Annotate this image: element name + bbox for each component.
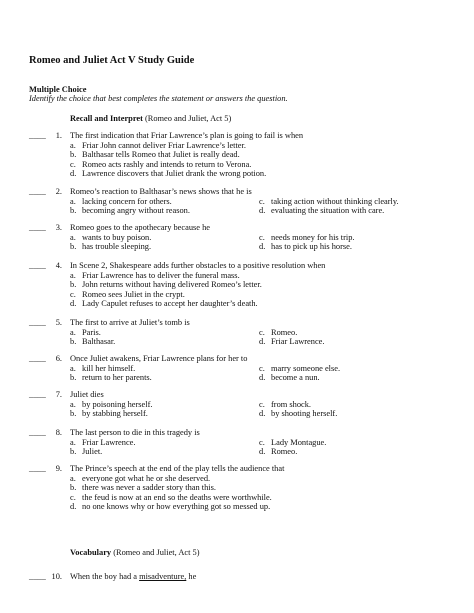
option-letter: a.: [70, 473, 76, 483]
answer-blank[interactable]: ____: [29, 318, 46, 327]
option-text[interactable]: Balthasar.: [82, 337, 116, 346]
answer-blank[interactable]: ____: [29, 261, 46, 270]
option-text[interactable]: Lady Capulet refuses to accept her daughter’s death.: [82, 299, 258, 308]
option-text[interactable]: the feud is now at an end so the deaths were worthwhile.: [82, 492, 272, 502]
answer-blank[interactable]: ____: [29, 428, 46, 437]
option-letter: b.: [70, 447, 77, 456]
option-letter: a.: [70, 399, 76, 409]
option-letter: a.: [70, 437, 76, 447]
section-vocabulary-heading: [70, 548, 200, 558]
option-letter: d.: [259, 409, 266, 418]
option-letter: b.: [70, 373, 77, 382]
option-letter: a.: [70, 140, 76, 150]
answer-blank[interactable]: ____: [29, 223, 46, 232]
question-stem: The first indication that Friar Lawrence’s plan is going to fail is when: [70, 131, 304, 140]
question-stem: [70, 572, 196, 582]
option-text[interactable]: has to pick up his horse.: [271, 242, 352, 251]
option-text[interactable]: Friar Lawrence has to deliver the funeral mass.: [82, 270, 240, 280]
question-number: 1.: [55, 131, 62, 140]
question-number: 7.: [55, 390, 62, 399]
option-letter: d.: [259, 373, 266, 382]
option-text[interactable]: by poisoning herself.: [82, 399, 153, 409]
option-letter: d.: [259, 206, 266, 215]
option-letter: c.: [70, 159, 76, 169]
vocab-word: misadventure,: [139, 572, 187, 581]
option-letter: d.: [70, 502, 77, 511]
question-number: 10.: [51, 572, 62, 581]
stem-text: When the boy had a: [70, 572, 140, 581]
option-letter: d.: [70, 169, 77, 178]
option-text[interactable]: evaluating the situation with care.: [271, 206, 385, 215]
option-text[interactable]: no one knows why or how everything got so messed up.: [82, 502, 271, 511]
option-text[interactable]: return to her parents.: [82, 373, 152, 382]
option-letter: a.: [70, 196, 76, 206]
option-text[interactable]: Friar Lawrence.: [271, 337, 325, 346]
instructions: Identify the choice that best completes the statement or answers the question.: [29, 94, 288, 103]
question-stem: In Scene 2, Shakespeare adds further obstacles to a positive resolution when: [70, 261, 326, 270]
question-stem: Romeo’s reaction to Balthasar’s news shows that he is: [70, 187, 252, 196]
option-letter: d.: [259, 337, 266, 346]
answer-blank[interactable]: ____: [29, 131, 46, 140]
option-text[interactable]: marry someone else.: [271, 363, 341, 373]
option-text[interactable]: becoming angry without reason.: [82, 206, 190, 215]
option-text[interactable]: Romeo.: [271, 327, 298, 337]
question-number: 6.: [55, 354, 62, 363]
question-number: 3.: [55, 223, 62, 232]
option-letter: a.: [70, 363, 76, 373]
option-text[interactable]: John returns without having delivered Romeo’s letter.: [82, 280, 262, 289]
option-letter: b.: [70, 337, 77, 346]
option-letter: c.: [259, 232, 265, 242]
option-text[interactable]: kill her himself.: [82, 363, 136, 373]
option-letter: c.: [70, 492, 76, 502]
option-text[interactable]: by shooting herself.: [271, 409, 338, 418]
question-stem: The Prince’s speech at the end of the play tells the audience that: [70, 464, 285, 473]
answer-blank[interactable]: ____: [29, 390, 46, 399]
option-text[interactable]: Romeo acts rashly and intends to return to Verona.: [82, 159, 252, 169]
option-letter: d.: [259, 242, 266, 251]
answer-blank[interactable]: ____: [29, 354, 46, 363]
section-title: Recall and Interpret: [70, 114, 143, 123]
option-text[interactable]: Friar Lawrence.: [82, 437, 136, 447]
option-text[interactable]: Romeo.: [271, 447, 298, 456]
section-source: (Romeo and Juliet, Act 5): [111, 548, 200, 557]
question-number: 2.: [55, 187, 62, 196]
section-source: (Romeo and Juliet, Act 5): [142, 114, 232, 123]
option-letter: c.: [259, 327, 265, 337]
option-letter: a.: [70, 327, 76, 337]
option-text[interactable]: by stabbing herself.: [82, 409, 148, 418]
option-text[interactable]: Paris.: [82, 327, 101, 337]
option-text[interactable]: needs money for his trip.: [271, 232, 355, 242]
option-text[interactable]: become a nun.: [271, 373, 320, 382]
question-number: 4.: [55, 261, 62, 270]
option-text[interactable]: Juliet.: [82, 447, 103, 456]
option-text[interactable]: Romeo sees Juliet in the crypt.: [82, 289, 185, 299]
option-letter: c.: [259, 363, 265, 373]
option-letter: b.: [70, 206, 77, 215]
question-stem: Once Juliet awakens, Friar Lawrence plans for her to: [70, 354, 248, 363]
answer-blank[interactable]: ____: [29, 187, 46, 196]
stem-text: he: [186, 572, 197, 581]
question-stem: Romeo goes to the apothecary because he: [70, 223, 210, 232]
option-letter: b.: [70, 150, 77, 159]
option-letter: c.: [259, 399, 265, 409]
question-number: 8.: [55, 428, 62, 437]
option-text[interactable]: Balthasar tells Romeo that Juliet is really dead.: [82, 150, 240, 159]
option-text[interactable]: from shock.: [271, 399, 312, 409]
option-text[interactable]: Lady Montague.: [271, 437, 327, 447]
option-text[interactable]: wants to buy poison.: [82, 232, 152, 242]
question-stem: The first to arrive at Juliet’s tomb is: [70, 318, 190, 327]
page-title: Romeo and Juliet Act V Study Guide: [29, 55, 195, 66]
multiple-choice-heading: Multiple Choice: [29, 85, 87, 94]
question-stem: Juliet dies: [70, 390, 104, 399]
option-text[interactable]: has trouble sleeping.: [82, 242, 152, 251]
option-text[interactable]: there was never a sadder story than this.: [82, 483, 216, 492]
option-letter: b.: [70, 280, 77, 289]
section-recall-heading: [70, 114, 231, 124]
question-stem: The last person to die in this tragedy is: [70, 428, 200, 437]
option-letter: d.: [70, 299, 77, 308]
option-letter: c.: [259, 196, 265, 206]
option-letter: a.: [70, 270, 76, 280]
option-letter: c.: [70, 289, 76, 299]
question-number: 9.: [55, 464, 62, 473]
option-letter: b.: [70, 483, 77, 492]
option-letter: a.: [70, 232, 76, 242]
section-title: Vocabulary: [70, 548, 112, 557]
option-text[interactable]: everyone got what he or she deserved.: [82, 473, 211, 483]
question-number: 5.: [55, 318, 62, 327]
option-text[interactable]: lacking concern for others.: [82, 196, 172, 206]
option-text[interactable]: Lawrence discovers that Juliet drank the wrong potion.: [82, 169, 267, 178]
answer-blank[interactable]: ____: [29, 464, 46, 473]
option-letter: b.: [70, 409, 77, 418]
option-letter: c.: [259, 437, 265, 447]
answer-blank[interactable]: ____: [29, 572, 46, 581]
option-text[interactable]: taking action without thinking clearly.: [271, 196, 399, 206]
option-letter: b.: [70, 242, 77, 251]
option-text[interactable]: Friar John cannot deliver Friar Lawrence’s letter.: [82, 140, 246, 150]
option-letter: d.: [259, 447, 266, 456]
